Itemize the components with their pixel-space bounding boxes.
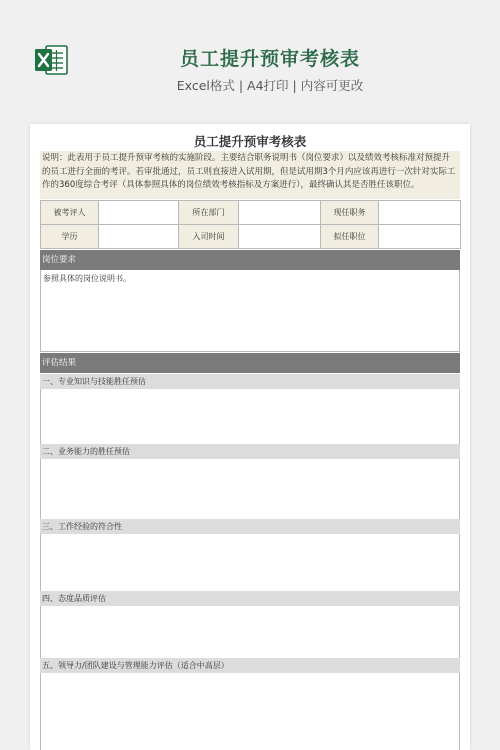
label-education: 学历: [41, 225, 99, 249]
eval-item-attitude: 四、态度品质评估: [40, 591, 460, 606]
table-row: [41, 201, 461, 225]
eval-item-business: 二、业务能力的胜任预估: [40, 444, 460, 459]
eval-item-skills-input[interactable]: [40, 389, 460, 444]
evaluation-results-header: 评估结果: [40, 353, 460, 373]
eval-item-business-input[interactable]: [40, 459, 460, 519]
position-requirements-content[interactable]: 参照具体的岗位说明书。: [40, 270, 460, 352]
value-join-date[interactable]: [239, 225, 321, 249]
page-title: 员工提升预审考核表: [179, 48, 360, 70]
info-table: [40, 200, 461, 249]
instruction-note: 说明：此表用于员工提升预审考核的实施阶段。主要结合职务说明书（岗位要求）以及绩效考核标准对预提升的员工进行全面的考评。若审批通过，员工则直接进入试用期，但是试用期3个月内应该再进行一次针对实际工作的360度综合考评（具体参照具体的岗位绩效考核指标及方案进行），最终确认其是否胜任该职位。: [40, 151, 460, 199]
value-education[interactable]: [99, 225, 179, 249]
value-proposed-position[interactable]: [379, 225, 461, 249]
label-current-position: 现任职务: [321, 201, 379, 225]
table-row: [41, 225, 461, 249]
eval-item-leadership: 五、领导力/团队建设与管理能力评估（适合中高层）: [40, 658, 460, 673]
page-subtitle: Excel格式 | A4打印 | 内容可更改: [176, 78, 364, 93]
eval-item-experience-input[interactable]: [40, 534, 460, 591]
value-current-position[interactable]: [379, 201, 461, 225]
label-proposed-position: 拟任职位: [321, 225, 379, 249]
label-join-date: 入司时间: [179, 225, 239, 249]
document-title: 员工提升预审考核表: [193, 134, 307, 149]
value-department[interactable]: [239, 201, 321, 225]
eval-item-skills: 一、专业知识与技能胜任预估: [40, 374, 460, 389]
eval-item-experience: 三、工作经验的符合性: [40, 519, 460, 534]
value-evaluatee[interactable]: [99, 201, 179, 225]
eval-item-leadership-input[interactable]: [40, 673, 460, 750]
position-requirements-header: 岗位要求: [40, 250, 460, 270]
spreadsheet-preview: [30, 124, 470, 750]
page-header: [0, 0, 500, 120]
label-evaluatee: 被考评人: [41, 201, 99, 225]
eval-item-attitude-input[interactable]: [40, 606, 460, 658]
label-department: 所在部门: [179, 201, 239, 225]
